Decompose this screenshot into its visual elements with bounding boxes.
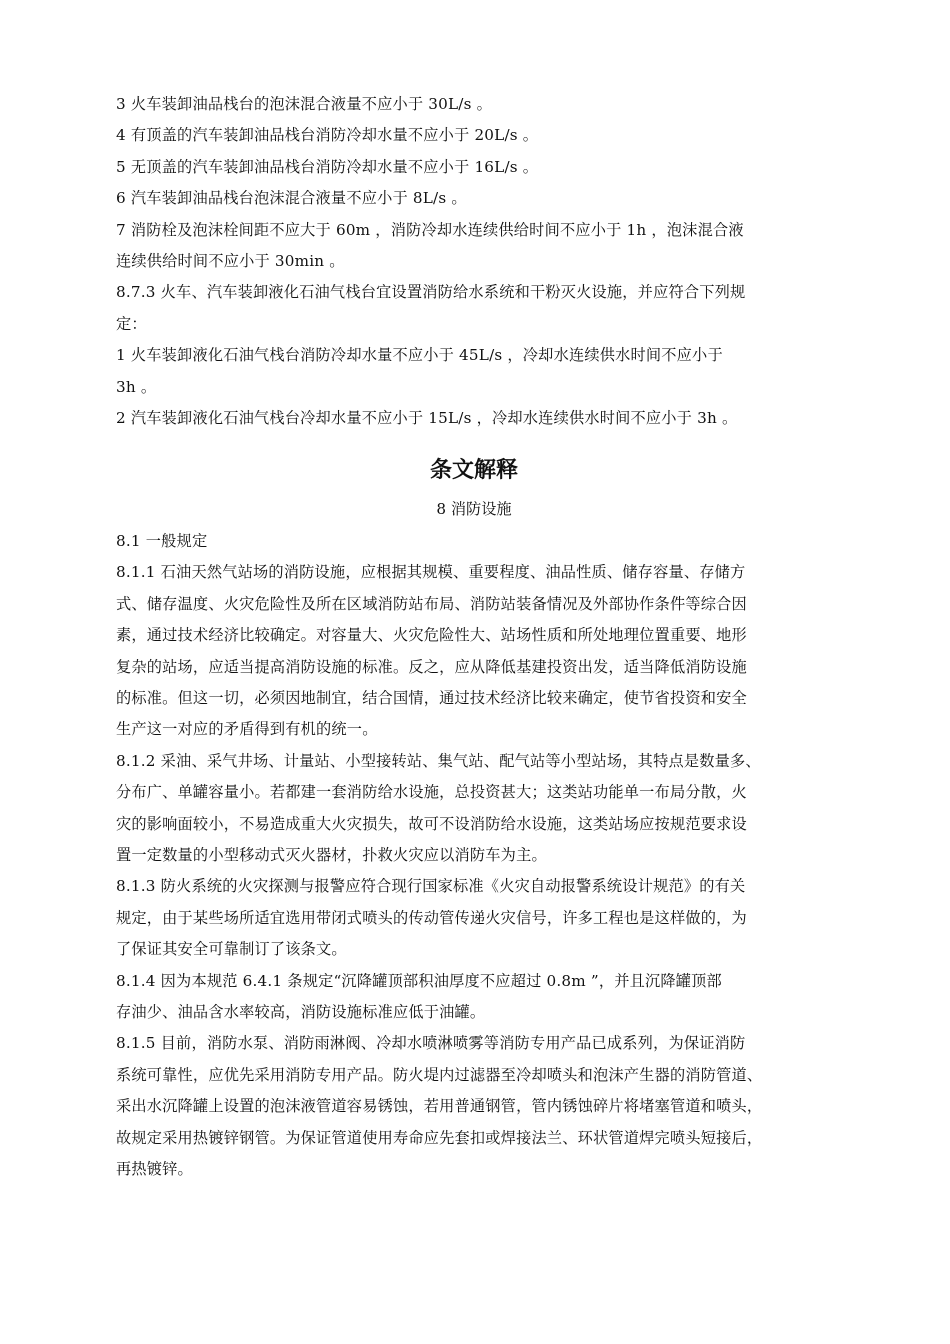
text-line: 素，通过技术经济比较确定。对容量大、火灾危险性大、站场性质和所处地理位置重要、地形	[116, 626, 747, 645]
text-line: 8.7.3 火车、汽车装卸液化石油气栈台宜设置消防给水系统和干粉灭火设施，并应符合下列规	[116, 283, 746, 302]
text-line: 8.1.1 石油天然气站场的消防设施，应根据其规模、重要程度、油品性质、储存容量、存储方	[116, 563, 746, 582]
text-line: 故规定采用热镀锌钢管。为保证管道使用寿命应先套扣或焊接法兰、环状管道焊完喷头短接后，	[116, 1128, 763, 1147]
text-line: 6 汽车装卸油品栈台泡沫混合液量不应小于 8L/s 。	[116, 189, 467, 208]
text-line: 5 无顶盖的汽车装卸油品栈台消防冷却水量不应小于 16L/s 。	[116, 157, 539, 176]
text-line: 4 有顶盖的汽车装卸油品栈台消防冷却水量不应小于 20L/s 。	[116, 126, 539, 145]
text-line: 生产这一对应的矛盾得到有机的统一。	[116, 720, 378, 739]
explanation-body	[116, 526, 832, 1186]
text-line: 采出水沉降罐上设置的泡沫液管道容易锈蚀，若用普通钢管，管内锈蚀碎片将堵塞管道和喷头，	[116, 1097, 763, 1116]
text-line: 8.1.3 防火系统的火灾探测与报警应符合现行国家标准《火灾自动报警系统设计规范》的有关	[116, 877, 746, 896]
chapter-title: 8 消防设施	[436, 500, 512, 519]
text-line: 8.1 一般规定	[116, 531, 208, 550]
text-line: 式、储存温度、火灾危险性及所在区域消防站布局、消防站装备情况及外部协作条件等综合因	[116, 594, 747, 613]
text-line: 2 汽车装卸液化石油气栈台冷却水量不应小于 15L/s ，冷却水连续供水时间不应小于 3h 。	[116, 409, 738, 428]
text-line: 了保证其安全可靠制订了该条文。	[116, 940, 347, 959]
text-line: 3 火车装卸油品栈台的泡沫混合液量不应小于 30L/s 。	[116, 95, 493, 113]
text-line: 复杂的站场，应适当提高消防设施的标准。反之，应从降低基建投资出发，适当降低消防设施	[116, 657, 747, 676]
text-line: 定：	[116, 314, 147, 333]
text-line: 灾的影响面较小，不易造成重大火灾损失，故可不设消防给水设施，这类站场应按规范要求设	[116, 814, 747, 833]
text-line: 的标准。但这一切，必须因地制宜，结合国情，通过技术经济比较来确定，使节省投资和安全	[116, 688, 747, 707]
section-title: 条文解释	[429, 458, 518, 484]
text-line: 1 火车装卸液化石油气栈台消防冷却水量不应小于 45L/s ，冷却水连续供水时间不应小于	[116, 346, 723, 365]
text-line: 规定，由于某些场所适宜选用带闭式喷头的传动管传递火灾信号，许多工程也是这样做的，为	[116, 908, 747, 927]
text-line: 8.1.2 采油、采气井场、计量站、小型接转站、集气站、配气站等小型站场，其特点是数量多、	[116, 751, 761, 770]
clause-list-top	[116, 89, 832, 434]
text-line: 存油少、油品含水率较高，消防设施标准应低于油罐。	[116, 1002, 486, 1021]
text-line: 8.1.5 目前，消防水泵、消防雨淋阀、冷却水喷淋喷雾等消防专用产品已成系列，为保证消防	[116, 1034, 746, 1053]
text-line: 3h 。	[116, 377, 157, 396]
text-line: 再热镀锌。	[116, 1160, 193, 1178]
text-line: 置一定数量的小型移动式灭火器材，扑救火灾应以消防车为主。	[116, 845, 547, 864]
text-line: 分布广、单罐容量小。若都建一套消防给水设施，总投资甚大；这类站功能单一布局分散，火	[116, 783, 747, 802]
text-line: 系统可靠性，应优先采用消防专用产品。防火堤内过滤器至冷却喷头和泡沫产生器的消防管道、	[116, 1065, 763, 1084]
text-line: 连续供给时间不应小于 30min 。	[116, 252, 345, 271]
text-line: 7 消防栓及泡沫栓间距不应大于 60m ，消防冷却水连续供给时间不应小于 1h ，泡沫混合液	[116, 220, 744, 239]
text-line: 8.1.4 因为本规范 6.4.1 条规定“沉降罐顶部积油厚度不应超过 0.8m ”，并且沉降罐顶部	[116, 971, 722, 990]
